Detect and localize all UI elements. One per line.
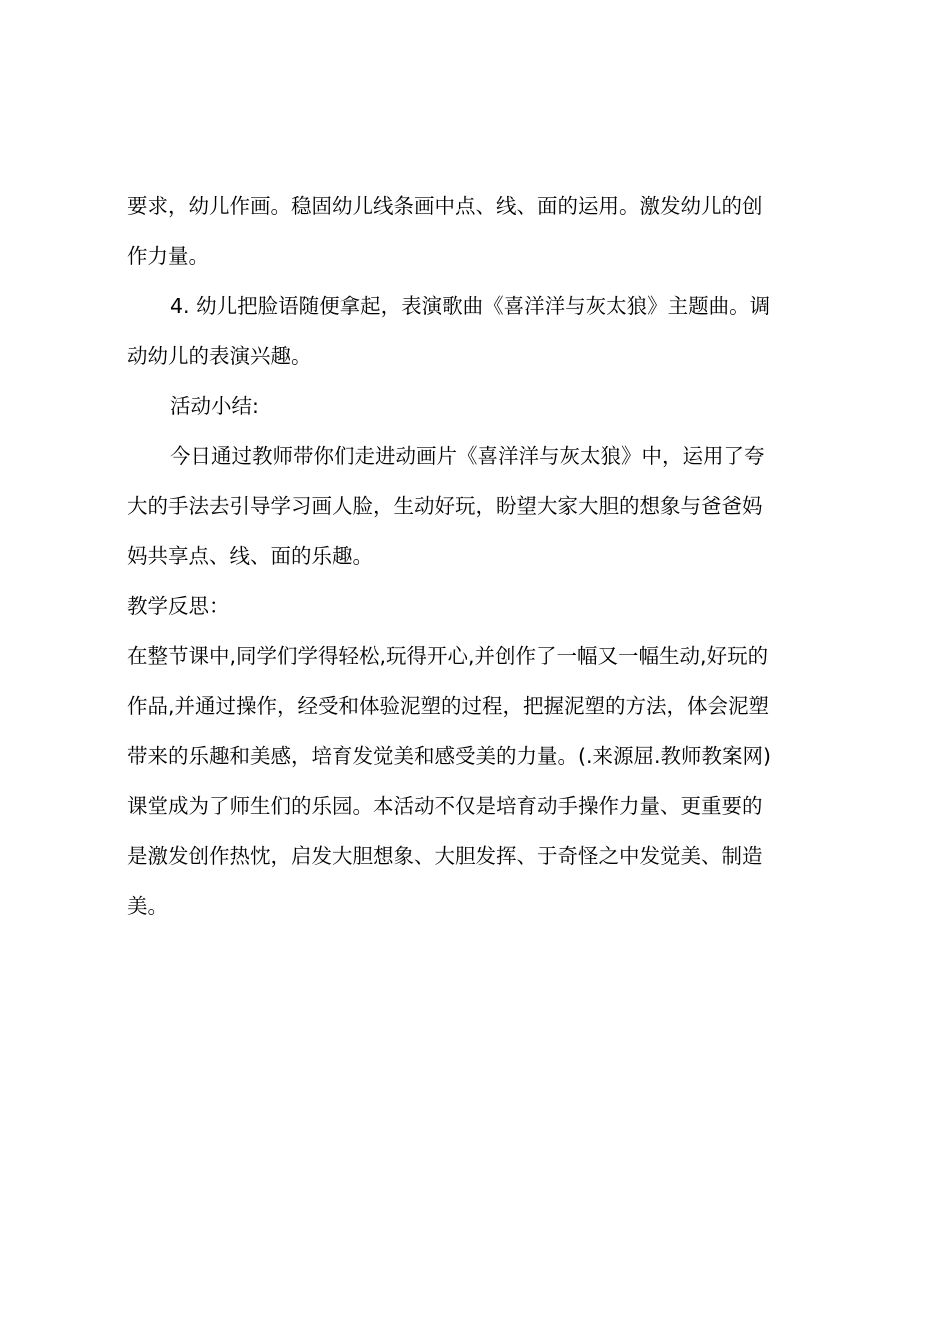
document-body (127, 181, 833, 931)
text-line: 动幼儿的表演兴趣。 (127, 344, 312, 368)
text-line: 要求，幼儿作画。稳固幼儿线条画中点、线、面的运用。激发幼儿的创 (127, 194, 763, 218)
reflection-paragraph-line: 是激发创作热忱，启发大胆想象、大胆发挥、于奇怪之中发觉美、制造 (127, 844, 763, 868)
text-line: 作力量。 (127, 244, 209, 268)
reflection-paragraph-line: 在整节课中,同学们学得轻松,玩得开心,并创作了一幅又一幅生动,好玩的 (127, 644, 769, 668)
summary-paragraph-line: 今日通过教师带你们走进动画片《喜洋洋与灰太狼》中，运用了夸 (170, 444, 765, 468)
summary-heading: 活动小结: (170, 394, 259, 418)
reflection-paragraph-line: 作品,并通过操作，经受和体验泥塑的过程，把握泥塑的方法，体会泥塑 (127, 694, 770, 718)
reflection-heading: 教学反思： (127, 594, 230, 618)
summary-paragraph-line: 大的手法去引导学习画人脸，生动好玩，盼望大家大胆的想象与爸爸妈 (127, 494, 763, 518)
reflection-paragraph-line: 美。 (127, 894, 168, 918)
step-4-line: 4. 幼儿把脸语随便拿起，表演歌曲《喜洋洋与灰太狼》主题曲。调 (170, 294, 771, 318)
summary-paragraph-line: 妈共享点、线、面的乐趣。 (127, 544, 373, 568)
reflection-paragraph-line: 课堂成为了师生们的乐园。本活动不仅是培育动手操作力量、更重要的 (127, 794, 763, 818)
reflection-paragraph-line: 带来的乐趣和美感，培育发觉美和感受美的力量。(.来源屈.教师教案网) (127, 744, 772, 768)
